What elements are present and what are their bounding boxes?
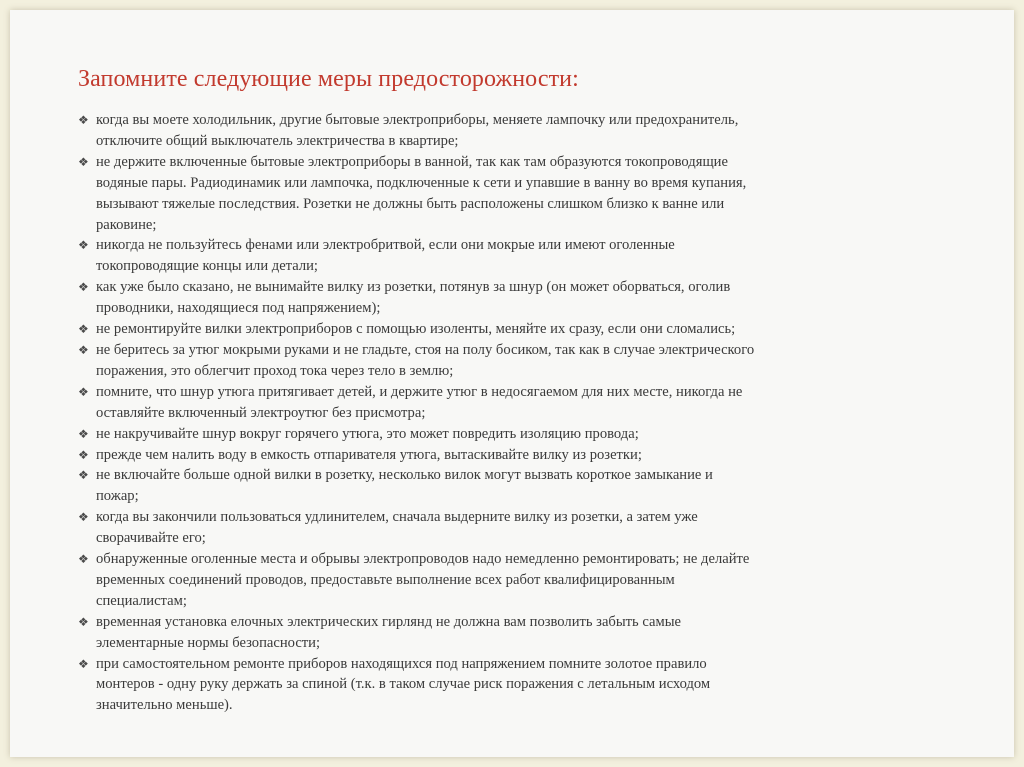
list-item — [78, 424, 878, 445]
list-item-text: значительно меньше). — [96, 697, 233, 714]
list-item — [78, 612, 878, 654]
diamond-bullet-icon: ❖ — [78, 614, 89, 629]
diamond-bullet-icon: ❖ — [78, 342, 89, 357]
list-item-text: монтеров - одну руку держать за спиной (т.к. в таком случае риск поражения с летальным исходом — [96, 676, 711, 693]
list-item-text: отключите общий выключатель электричества в квартире; — [96, 132, 459, 149]
list-item-text: элементарные нормы безопасности; — [96, 634, 321, 651]
list-item — [78, 549, 878, 612]
list-item-text: проводники, находящиеся под напряжением); — [96, 300, 381, 317]
list-item-text: вызывают тяжелые последствия. Розетки не должны быть расположены слишком близко к ванне или — [96, 195, 725, 212]
list-item-text: не держите включенные бытовые электроприборы в ванной, так как там образуются токопроводящие — [96, 153, 728, 170]
list-item-text: когда вы закончили пользоваться удлинителем, сначала выдерните вилку из розетки, а затем уже — [96, 509, 698, 526]
diamond-bullet-icon: ❖ — [78, 447, 89, 462]
list-item — [78, 654, 878, 717]
list-item — [78, 319, 878, 340]
list-item — [78, 277, 878, 319]
list-item-text: временная установка елочных электрических гирлянд не должна вам позволить забыть самые — [96, 613, 681, 630]
list-item-text: временных соединений проводов, предоставьте выполнение всех работ квалифицированным — [96, 571, 675, 588]
diamond-bullet-icon: ❖ — [78, 238, 89, 253]
list-item-text: оставляйте включенный электроутюг без присмотра; — [96, 404, 426, 421]
list-item-text: сворачивайте его; — [96, 530, 206, 547]
list-item-text: не ремонтируйте вилки электроприборов с помощью изоленты, меняйте их сразу, если они сломались; — [96, 321, 736, 338]
list-item — [78, 340, 878, 382]
list-item-text: когда вы моете холодильник, другие бытовые электроприборы, меняете лампочку или предохранитель, — [96, 112, 739, 128]
list-item-text: при самостоятельном ремонте приборов находящихся под напряжением помните золотое правило — [96, 655, 707, 672]
diamond-bullet-icon: ❖ — [78, 113, 89, 127]
slide-page — [10, 10, 1014, 757]
list-item-text: не накручивайте шнур вокруг горячего утюга, это может повредить изоляцию провода; — [96, 425, 639, 442]
diamond-bullet-icon: ❖ — [78, 468, 89, 483]
diamond-bullet-icon: ❖ — [78, 656, 89, 671]
safety-rules-list — [78, 110, 878, 716]
list-item — [78, 465, 878, 507]
list-item — [78, 110, 878, 152]
list-item-text: раковине; — [96, 216, 157, 233]
list-item — [78, 152, 878, 236]
list-item — [78, 445, 878, 466]
diamond-bullet-icon: ❖ — [78, 426, 89, 441]
list-item-text: не беритесь за утюг мокрыми руками и не гладьте, стоя на полу босиком, так как в случае электрического — [96, 341, 755, 358]
list-item-text: прежде чем налить воду в емкость отпаривателя утюга, вытаскивайте вилку из розетки; — [96, 446, 642, 463]
diamond-bullet-icon: ❖ — [78, 322, 89, 337]
list-item-text: помните, что шнур утюга притягивает детей, и держите утюг в недосягаемом для них месте, никогда не — [96, 383, 743, 400]
list-item-text: как уже было сказано, не вынимайте вилку из розетки, потянув за шнур (он может оборваться, оголив — [96, 279, 731, 296]
diamond-bullet-icon: ❖ — [78, 280, 89, 295]
list-item — [78, 235, 878, 277]
list-item-text: никогда не пользуйтесь фенами или электробритвой, если они мокрые или имеют оголенные — [96, 237, 675, 254]
list-item-text: пожар; — [96, 488, 139, 505]
list-item — [78, 382, 878, 424]
diamond-bullet-icon: ❖ — [78, 154, 89, 169]
list-item — [78, 507, 878, 549]
list-item-text: токопроводящие концы или детали; — [96, 258, 318, 275]
slide-title: Запомните следующие меры предосторожности: — [78, 66, 579, 92]
list-item-text: не включайте больше одной вилки в розетку, несколько вилок могут вызвать короткое замыкание и — [96, 467, 713, 484]
diamond-bullet-icon: ❖ — [78, 552, 89, 567]
diamond-bullet-icon: ❖ — [78, 510, 89, 525]
list-item-text: водяные пары. Радиодинамик или лампочка, подключенные к сети и упавшие в ванну во время купания, — [96, 174, 747, 191]
list-item-text: обнаруженные оголенные места и обрывы электропроводов надо немедленно ремонтировать; не делайте — [96, 551, 750, 568]
list-item-text: поражения, это облегчит проход тока через тело в землю; — [96, 362, 454, 379]
diamond-bullet-icon: ❖ — [78, 384, 89, 399]
list-item-text: специалистам; — [96, 592, 187, 609]
